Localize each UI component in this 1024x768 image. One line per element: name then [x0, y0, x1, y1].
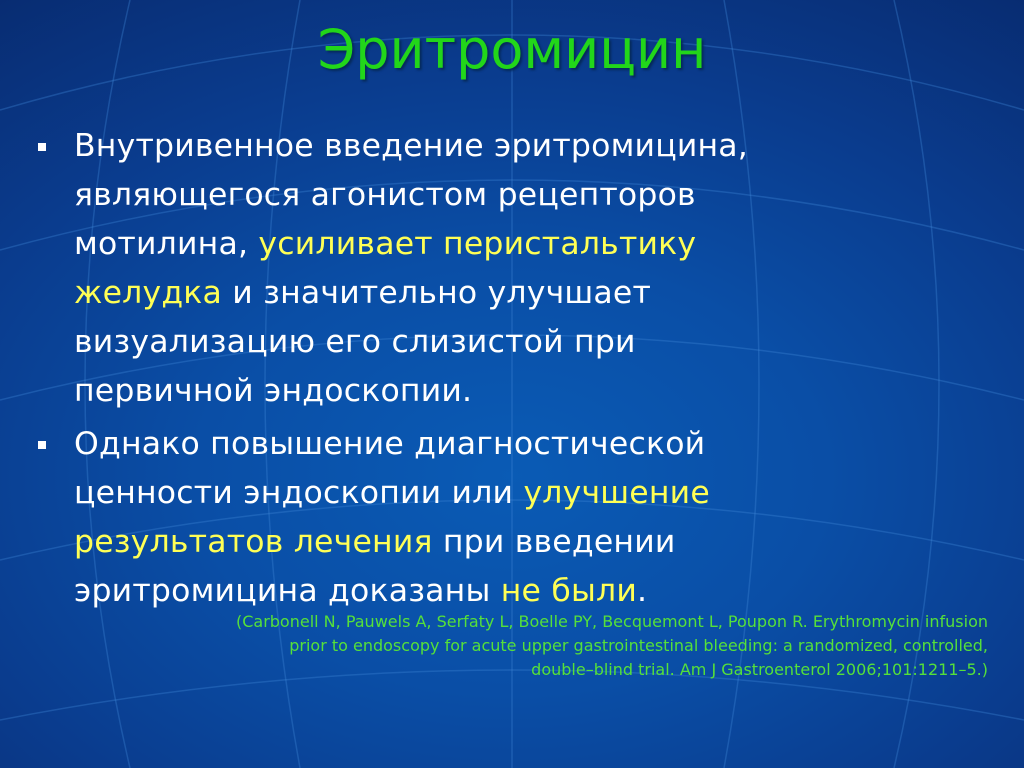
bullet-2-line-2-text: ценности эндоскопии или: [74, 475, 524, 511]
citation: [30, 610, 988, 682]
bullet-1-line-5: визуализацию его слизистой при: [74, 324, 636, 360]
bullet-item-1: [28, 122, 908, 416]
square-bullet-icon: [38, 441, 46, 449]
bullet-1-line-3-text: мотилина,: [74, 226, 259, 262]
bullet-1-line-4-text: и значительно улучшает: [222, 275, 652, 311]
bullet-2-highlight-3: не были: [500, 573, 638, 609]
citation-line-2: prior to endoscopy for acute upper gastrointestinal bleeding: a randomized, controlled,: [289, 636, 988, 655]
bullet-1-line-1: Внутривенное введение эритромицина,: [74, 128, 749, 164]
slide-title: Эритромицин: [317, 18, 707, 81]
bullet-1-line-2: являющегося агонистом рецепторов: [74, 177, 696, 213]
bullet-2-highlight-1: улучшение: [523, 475, 710, 511]
bullet-2-line-4-end: .: [637, 573, 648, 609]
bullet-list: [28, 122, 908, 620]
citation-line-1: (Carbonell N, Pauwels A, Serfaty L, Boelle PY, Becquemont L, Poupon R. Erythromycin infusion: [235, 612, 988, 631]
citation-line-3: double–blind trial. Am J Gastroenterol 2006;101:1211–5.): [531, 660, 988, 679]
bullet-1-highlight-2: желудка: [74, 275, 223, 311]
bullet-item-2: [28, 420, 908, 616]
bullet-2-highlight-2: результатов лечения: [74, 524, 433, 560]
bullet-2-line-3-text: при введении: [432, 524, 676, 560]
square-bullet-icon: [38, 143, 46, 151]
bullet-1-line-6: первичной эндоскопии.: [74, 373, 473, 409]
bullet-1-highlight-1: усиливает перистальтику: [258, 226, 697, 262]
bullet-2-line-1: Однако повышение диагностической: [74, 426, 706, 462]
bullet-2-line-4-text: эритромицина доказаны: [74, 573, 501, 609]
